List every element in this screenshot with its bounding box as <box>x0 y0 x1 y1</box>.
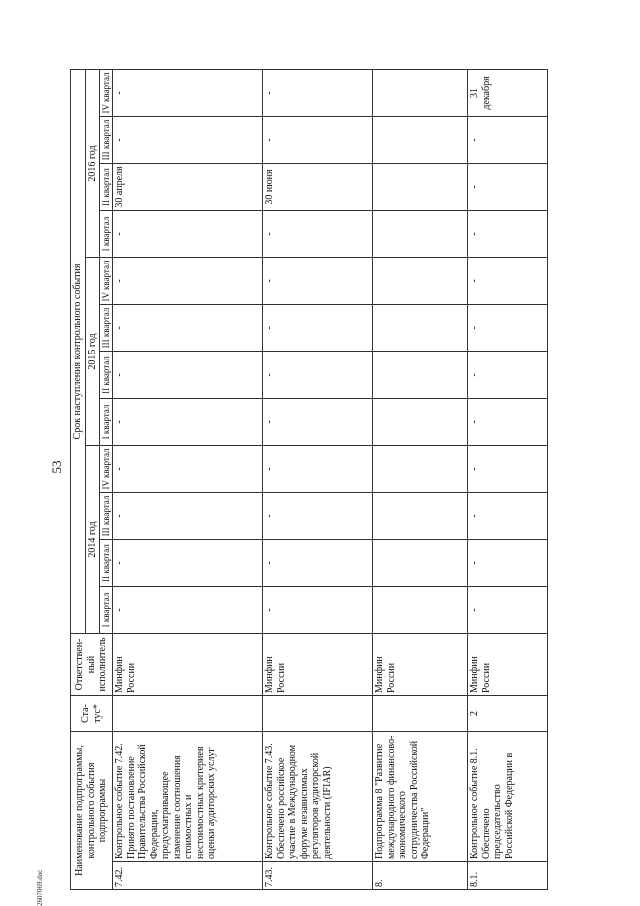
event-name: Контрольное событие 7.43. Обеспечено российское участие в Международном форуме независимых регуляторов аудиторской деятельности (IFIAR) <box>263 732 373 862</box>
quarter-header: III квартал <box>100 305 113 352</box>
quarter-value: - <box>113 399 263 446</box>
quarter-header: II квартал <box>100 352 113 399</box>
quarter-value: - <box>113 211 263 258</box>
quarter-value: - <box>113 352 263 399</box>
quarter-value <box>373 211 468 258</box>
quarter-header: III квартал <box>100 117 113 164</box>
quarter-value: - <box>468 587 548 634</box>
quarter-value: 30 апреля <box>113 164 263 211</box>
responsible-cell: Минфин России <box>468 634 548 696</box>
document-file-code: 2607069.doc <box>36 869 44 906</box>
quarter-value: - <box>468 258 548 305</box>
quarter-value: - <box>263 305 373 352</box>
event-name: Контрольное событие 7.42. Принято постановление Правительства Российской Федерации, предусматривающее изменение соотношения стоимостных и нестоимостных критериев оценки аудиторских услуг <box>113 732 263 862</box>
responsible-cell: Минфин России <box>263 634 373 696</box>
quarter-value: - <box>263 587 373 634</box>
row-number: 8.1. <box>468 862 548 890</box>
quarter-value: - <box>468 446 548 493</box>
table-row <box>113 69 263 889</box>
deadline-group-header: Срок наступления контрольного события <box>71 69 86 633</box>
status-cell <box>113 696 263 732</box>
page-number: 53 <box>49 460 64 474</box>
quarter-value: - <box>263 446 373 493</box>
quarter-value: - <box>113 540 263 587</box>
quarter-value <box>373 493 468 540</box>
year-2014-header: 2014 год <box>85 446 100 634</box>
quarter-header: II квартал <box>100 540 113 587</box>
header-row-1 <box>71 69 86 889</box>
table-row <box>468 69 548 889</box>
responsible-cell: Минфин России <box>373 634 468 696</box>
quarter-value: - <box>468 211 548 258</box>
quarter-value: - <box>263 117 373 164</box>
status-cell <box>263 696 373 732</box>
name-column-header: Наименование подпрограммы, контрольного события подпрограммы <box>71 732 113 890</box>
subprogram-name: Подпрограмма 8 "Развитие международного финансово-экономического сотрудничества Российской Федерации" <box>373 732 468 862</box>
quarter-value <box>373 399 468 446</box>
status-cell: 2 <box>468 696 548 732</box>
quarter-value: - <box>113 587 263 634</box>
quarter-value <box>373 446 468 493</box>
responsible-cell: Минфин России <box>113 634 263 696</box>
quarter-header: III квартал <box>100 493 113 540</box>
year-2016-header: 2016 год <box>85 69 100 257</box>
quarter-value: - <box>468 352 548 399</box>
quarter-value: - <box>113 493 263 540</box>
quarter-header: I квартал <box>100 587 113 634</box>
table-row <box>263 69 373 889</box>
quarter-value: - <box>113 305 263 352</box>
quarter-value <box>373 540 468 587</box>
quarter-value: - <box>468 493 548 540</box>
quarter-value: - <box>113 69 263 116</box>
event-name: Контрольное событие 8.1. Обеспечено председательство Российской Федерации в <box>468 732 548 862</box>
quarter-value <box>373 587 468 634</box>
quarter-value: - <box>468 399 548 446</box>
year-2015-header: 2015 год <box>85 258 100 446</box>
quarter-header: I квартал <box>100 399 113 446</box>
quarter-value <box>373 69 468 116</box>
quarter-value: 31 декабря <box>468 69 548 116</box>
quarter-value: 30 июня <box>263 164 373 211</box>
quarter-value: - <box>263 258 373 305</box>
table-row <box>373 69 468 889</box>
quarter-value: - <box>263 211 373 258</box>
quarter-value: - <box>113 258 263 305</box>
quarter-value <box>373 352 468 399</box>
status-column-header: Ста-тус* <box>71 696 113 732</box>
quarter-value: - <box>263 399 373 446</box>
quarter-value: - <box>263 69 373 116</box>
quarter-value <box>373 164 468 211</box>
quarter-value <box>373 117 468 164</box>
quarter-value: - <box>113 117 263 164</box>
quarter-header: II квартал <box>100 164 113 211</box>
control-events-table <box>70 69 548 890</box>
responsible-column-header: Ответствен-ный исполнитель <box>71 634 113 696</box>
row-number: 7.43. <box>263 862 373 890</box>
quarter-value: - <box>468 305 548 352</box>
quarter-value <box>373 258 468 305</box>
row-number: 7.42. <box>113 862 263 890</box>
status-cell <box>373 696 468 732</box>
quarter-value: - <box>468 164 548 211</box>
quarter-value: - <box>263 493 373 540</box>
quarter-header: IV квартал <box>100 69 113 116</box>
rotated-page-content <box>70 0 630 890</box>
quarter-header: I квартал <box>100 211 113 258</box>
quarter-value <box>373 305 468 352</box>
quarter-value: - <box>468 117 548 164</box>
row-number: 8. <box>373 862 468 890</box>
quarter-value: - <box>263 352 373 399</box>
quarter-value: - <box>113 446 263 493</box>
quarter-header: IV квартал <box>100 446 113 493</box>
quarter-header: IV квартал <box>100 258 113 305</box>
quarter-value: - <box>468 540 548 587</box>
quarter-value: - <box>263 540 373 587</box>
